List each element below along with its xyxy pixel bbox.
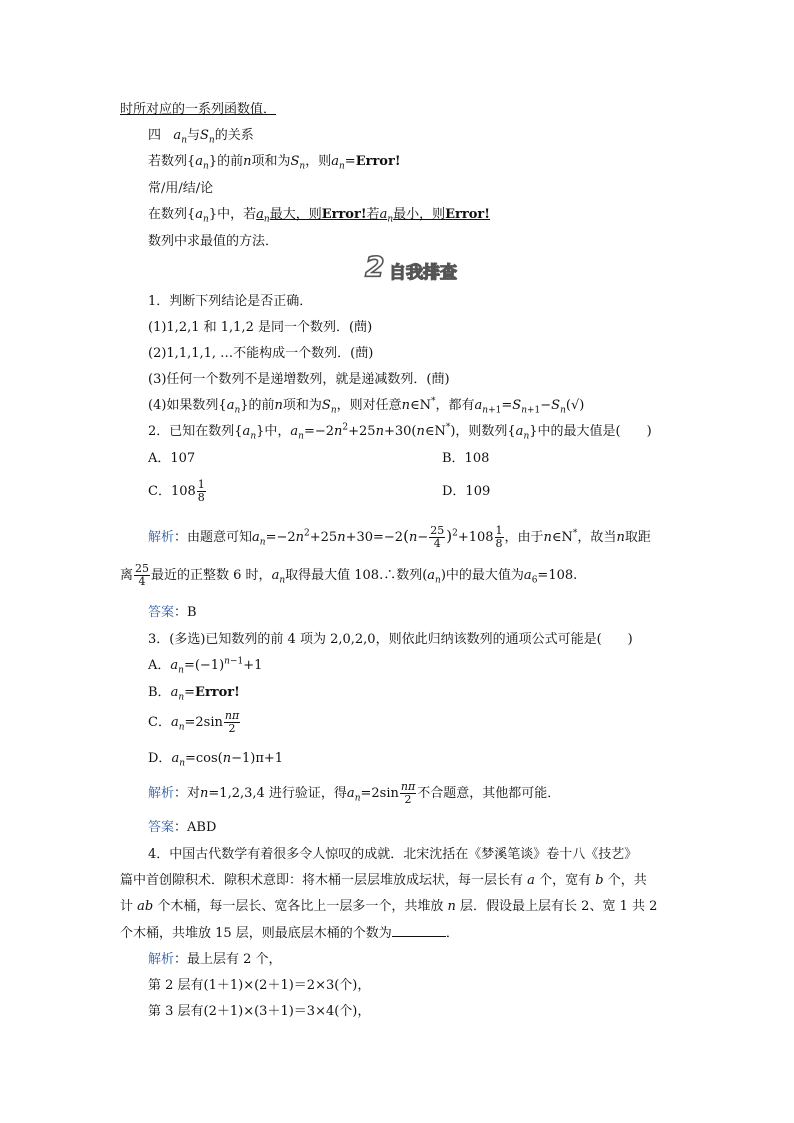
q3-stem xyxy=(148,631,633,649)
q1-statement-4: (4)如果数列$\{a_n\}$的前n项和为$S_n$，则对任意n∈N*，都有$a_{n+1}=S_{n+1}-S_n(√)$ xyxy=(148,396,585,416)
text: 个木桶，每一层长、宽各比上一层多一个，共堆放 xyxy=(157,899,444,914)
q4-line3: 计 ab 个木桶，每一层长、宽各比上一层多一个，共堆放 n 层．假设最上层有长 2、宽 1 共 2 xyxy=(120,899,658,914)
text: }中，若 xyxy=(208,207,257,222)
text: 取得最大值 108.∴数列( xyxy=(285,568,428,583)
text: ：由题意可知 xyxy=(174,530,253,545)
text: 不合题意，其他都可能． xyxy=(417,786,561,801)
text: ：ABD xyxy=(174,820,217,835)
q4-solution-line1 xyxy=(148,951,282,969)
error-field: Error! xyxy=(445,207,490,222)
answer-label: 答案 xyxy=(148,820,175,835)
text: −1)π+1 xyxy=(231,751,284,766)
text: 篇中首创隙积术．隙积术意即：将木桶一层层堆放成坛状，每一层长有 xyxy=(120,873,524,888)
text: +108 xyxy=(457,530,494,545)
text: C． xyxy=(148,715,171,730)
text: ，故当 xyxy=(577,530,617,545)
text: 4 xyxy=(433,537,441,550)
text: = xyxy=(501,398,513,413)
text: =108. xyxy=(537,568,578,583)
text: =−2 xyxy=(303,424,335,439)
text: = xyxy=(184,685,196,700)
text: (3)任何一个数列不是递增数列，就是递减数列．( xyxy=(148,372,432,387)
method-line xyxy=(148,233,278,251)
banner-number: 2 xyxy=(365,250,385,283)
text: B．108 xyxy=(442,451,490,466)
q3-answer xyxy=(148,819,216,837)
text: ，则对任意 xyxy=(336,398,402,413)
text: )，则数列{ xyxy=(450,424,516,439)
heading-number: 四 xyxy=(148,128,162,143)
text: (1)1,2,1 和 1,1,2 是同一个数列．( xyxy=(148,320,355,335)
text: }的前 xyxy=(208,154,244,169)
q1-statement-1: (1)1,2,1 和 1,1,2 是同一个数列．(蔄) xyxy=(148,320,373,335)
text: 若数列{ xyxy=(148,154,196,169)
error-field: Error! xyxy=(195,685,240,700)
q3-option-b: B．$a_n=Error$! xyxy=(148,685,240,703)
function-values-text: 时所对应的一系列函数值． xyxy=(120,102,277,117)
text: }中的最大值是( ) xyxy=(529,424,652,439)
text: 4 xyxy=(138,575,146,588)
text: +30( xyxy=(383,424,417,439)
text: =2sin xyxy=(360,786,399,801)
q3-option-d: D．$a_n=\cos(n-1)\pi+1$ xyxy=(148,751,284,769)
text: A． xyxy=(148,658,171,673)
q2-solution-line2: 离 $\frac{25}{4}$ 最近的正整数 6 时，$a_n$取得最大值 108.∴数列$(a_n)$中的最大值为$a_6=108$. xyxy=(120,562,578,588)
text: 取距 xyxy=(624,530,651,545)
analysis-label: 解析 xyxy=(148,952,175,967)
text: 在数列{ xyxy=(148,207,196,222)
text: 4．中国古代数学有着很多令人惊叹的成就．北宋沈括在《梦溪笔谈》卷十八《技艺》 xyxy=(148,847,638,862)
judgment-mark: (√) xyxy=(565,398,585,413)
text: +25 xyxy=(309,530,338,545)
q1-stem xyxy=(148,293,312,311)
text: 3．(多选)已知数列的前 4 项为 2,0,2,0，则依此归纳该数列的通项公式可能是( ) xyxy=(148,632,633,647)
q2-option-b xyxy=(442,450,489,468)
text: C．108 xyxy=(148,484,196,499)
text: =2sin xyxy=(184,715,223,730)
text: =(−1) xyxy=(183,658,225,673)
text: 最小，则 xyxy=(393,207,446,222)
text: ∈N xyxy=(551,530,573,545)
q4-solution-line2 xyxy=(148,977,370,995)
fraction xyxy=(429,525,445,550)
extreme-line: 在数列$\{a_n\}$中，若$a_n$最大，则Error!若$a_n$最小，则Error! xyxy=(148,207,490,225)
text: 第 3 层有(2＋1)×(3＋1)＝3×4(个)， xyxy=(148,1004,371,1019)
text: nπ xyxy=(224,709,240,722)
q4-solution-line3 xyxy=(148,1003,370,1021)
text: 1 xyxy=(495,524,503,537)
text: ，则 xyxy=(305,154,332,169)
text: +30=−2 xyxy=(345,530,404,545)
text: 个，共 xyxy=(607,873,647,888)
text: 个，宽有 xyxy=(539,873,592,888)
text: ：B xyxy=(174,605,197,620)
text: A．107 xyxy=(148,451,196,466)
q2-option-c xyxy=(148,476,207,508)
text: }中， xyxy=(256,424,291,439)
text: D．109 xyxy=(442,484,491,499)
q1-statement-3: (3)任何一个数列不是递增数列，就是递减数列．(蔄) xyxy=(148,372,450,387)
text: +25 xyxy=(348,424,376,439)
text: ∈N xyxy=(410,398,432,413)
text: 25 xyxy=(135,562,150,575)
text: 个木桶，共堆放 15 层，则最底层木桶的个数为 xyxy=(120,926,392,941)
q4-line4 xyxy=(120,924,459,943)
conclusion-title xyxy=(148,180,213,198)
text: ，都有 xyxy=(435,398,475,413)
sum-relation-line: 若数列$\{a_n\}$的前n项和为$S_n$，则$a_n=Error$! xyxy=(148,154,401,172)
banner-title: 自我排查 xyxy=(389,263,457,283)
text: 离 xyxy=(120,568,134,583)
text: 25 xyxy=(430,524,445,537)
judgment-mark: 蔄 xyxy=(354,320,368,335)
text: 数列中求最值的方法． xyxy=(148,234,279,249)
text: 第 2 层有(1＋1)×(2＋1)＝2×3(个)， xyxy=(148,978,371,993)
text: 最大，则 xyxy=(269,207,322,222)
fraction xyxy=(495,525,504,550)
text: }的前 xyxy=(240,398,275,413)
text: ∈N xyxy=(424,424,446,439)
text: =1,2,3,4 进行验证，得 xyxy=(208,786,347,801)
intro-line xyxy=(120,101,276,119)
text: 若 xyxy=(366,207,380,222)
fraction xyxy=(400,781,416,806)
text: ，由于 xyxy=(504,530,544,545)
text: 项和为 xyxy=(282,398,322,413)
text: =cos( xyxy=(185,751,223,766)
answer-blank xyxy=(392,924,446,937)
text: ：对 xyxy=(174,786,201,801)
text: =−2 xyxy=(265,530,296,545)
fraction xyxy=(197,479,206,504)
text: )中的最大值为 xyxy=(440,568,524,583)
judgment-mark: 蔄 xyxy=(431,372,445,387)
text: B． xyxy=(148,685,171,700)
text: (2)1,1,1,1, …不能构成一个数列．( xyxy=(148,346,356,361)
q2-answer xyxy=(148,604,197,622)
judgment-mark: 蔄 xyxy=(355,346,369,361)
error-field: Error! xyxy=(355,154,401,169)
text: 最近的正整数 6 时， xyxy=(151,568,272,583)
text: 1 xyxy=(197,478,205,491)
text: 8 xyxy=(197,491,205,504)
q2-solution-line1: 解析：由题意可知$a_n=-2n^2+25n+30=-2(n-$ $\frac{25}{4}$ )$^2$+108 $\frac{1}{8}$ ，由于n∈N*，故当n取距 xyxy=(148,524,651,550)
heading-and: 与 xyxy=(186,128,200,143)
fraction xyxy=(134,563,150,588)
analysis-label: 解析 xyxy=(148,530,175,545)
answer-label: 答案 xyxy=(148,605,175,620)
text: − xyxy=(540,398,552,413)
text: (4)如果数列{ xyxy=(148,398,227,413)
text: +1 xyxy=(243,658,263,673)
heading-suffix: 的关系 xyxy=(214,128,254,143)
q3-option-a: A．$a_n=(-1)^{n-1}+1$ xyxy=(148,656,263,676)
text: 2 xyxy=(404,793,412,806)
section-banner xyxy=(365,250,457,284)
text: 层．假设最上层有长 2、宽 1 共 2 xyxy=(460,899,658,914)
analysis-label: 解析 xyxy=(148,786,175,801)
q1-statement-2: (2)1,1,1,1, …不能构成一个数列．(蔄) xyxy=(148,346,374,361)
q3-solution: 解析：对n=1,2,3,4 进行验证，得$a_n=2\sin$ $\frac{n\pi}{2}$ 不合题意，其他都可能． xyxy=(148,780,561,806)
q2-option-a xyxy=(148,450,195,468)
q3-option-c: C．$a_n=2\sin$ $\frac{n\pi}{2}$ xyxy=(148,709,240,735)
error-field: Error! xyxy=(321,207,367,222)
q4-line2: 篇中首创隙积术．隙积术意即：将木桶一层层堆放成坛状，每一层长有 a 个，宽有 b 个，共 xyxy=(120,873,647,888)
text: 8 xyxy=(495,537,503,550)
text: 项和为 xyxy=(251,154,291,169)
q2-stem: 2．已知在数列$\{a_n\}$中，$a_n=-2n^2+25n+30(n\in N^*)$，则数列$\{a_n\}$中的最大值是( ) xyxy=(148,422,652,442)
text: 1．判断下列结论是否正确． xyxy=(148,294,313,309)
q4-line1 xyxy=(148,846,637,864)
text: 常/用/结/论 xyxy=(148,181,214,196)
text: D． xyxy=(148,751,172,766)
text: nπ xyxy=(400,780,416,793)
text: 计 xyxy=(120,899,134,914)
text: ：最上层有 2 个， xyxy=(174,952,282,967)
q2-option-d xyxy=(442,483,490,501)
text: 2．已知在数列{ xyxy=(148,424,243,439)
text: 2 xyxy=(228,722,236,735)
text: ． xyxy=(445,926,459,941)
text: = xyxy=(344,154,356,169)
section-heading: 四 $a_n$与$S_n$的关系 xyxy=(148,128,254,146)
fraction xyxy=(224,710,240,735)
